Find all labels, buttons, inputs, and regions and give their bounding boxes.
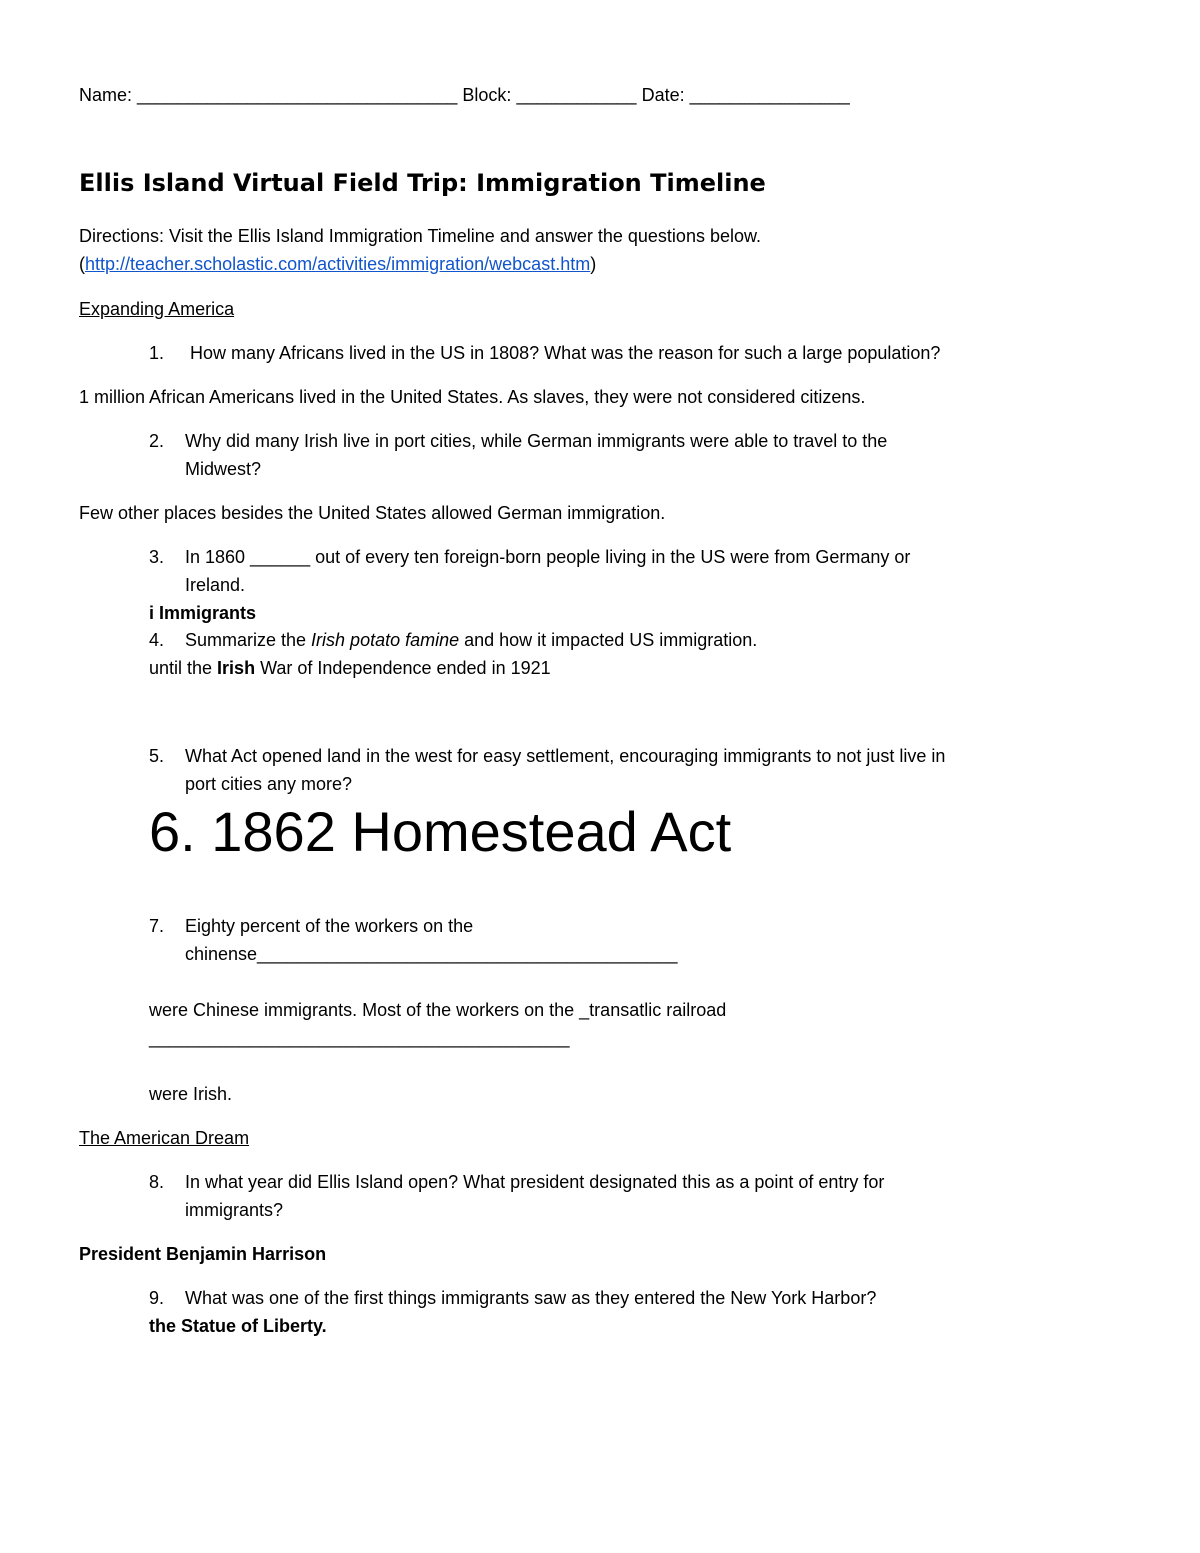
question-2 [149, 430, 887, 452]
question-text: Eighty percent of the workers on the [185, 916, 474, 936]
question-7-line3: were Chinese immigrants. Most of the workers on the _transatlic railroad [149, 1000, 727, 1020]
question-8 [149, 1171, 884, 1193]
question-4 [149, 629, 757, 651]
question-text: What Act opened land in the west for easy settlement, encouraging immigrants to not just live in [185, 746, 946, 766]
date-label: Date: [641, 85, 685, 105]
question-text: Why did many Irish live in port cities, while German immigrants were able to travel to the [185, 431, 888, 451]
answer-2: Few other places besides the United States allowed German immigration. [79, 503, 666, 523]
name-blank: ________________________________ [137, 85, 458, 105]
question-number: 7. [149, 916, 165, 936]
question-text: In 1860 ______ out of every ten foreign-born people living in the US were from Germany or [185, 547, 911, 567]
question-number: 4. [149, 630, 165, 650]
question-number: 3. [149, 547, 165, 567]
answer-1: 1 million African Americans lived in the United States. As slaves, they were not considered citizens. [79, 387, 866, 407]
header-line [79, 84, 850, 106]
question-number: 9. [149, 1288, 165, 1308]
answer-3: i Immigrants [149, 603, 257, 623]
block-label: Block: [462, 85, 512, 105]
name-label: Name: [79, 85, 133, 105]
question-2-cont: Midwest? [185, 459, 262, 479]
question-number: 1. [149, 343, 165, 363]
question-text: In what year did Ellis Island open? What president designated this as a point of entry for [185, 1172, 885, 1192]
question-text-pre: Summarize the [185, 630, 312, 650]
question-text-post: and how it impacted US immigration. [459, 630, 758, 650]
answer-4-post: War of Independence ended in 1921 [255, 658, 551, 678]
question-7-line2: chinense__________________________________________ [185, 944, 678, 964]
question-5-cont: port cities any more? [185, 774, 353, 794]
date-blank: ________________ [689, 85, 850, 105]
directions-link-line [79, 253, 596, 275]
section-american-dream: The American Dream [79, 1128, 250, 1148]
answer-4-pre: until the [149, 658, 218, 678]
question-7-line4: __________________________________________ [149, 1028, 570, 1048]
answer-5-large: 6. 1862 Homestead Act [149, 800, 732, 863]
webcast-link[interactable]: http://teacher.scholastic.com/activities/immigration/webcast.htm [85, 254, 591, 274]
close-paren: ) [590, 254, 597, 274]
question-text: What was one of the first things immigrants saw as they entered the New York Harbor? [185, 1288, 877, 1308]
question-7-line5: were Irish. [149, 1084, 233, 1104]
section-expanding-america: Expanding America [79, 299, 235, 319]
question-3-cont: Ireland. [185, 575, 246, 595]
page-title: Ellis Island Virtual Field Trip: Immigration Timeline [79, 169, 766, 197]
directions-text: Directions: Visit the Ellis Island Immigration Timeline and answer the questions below. [79, 226, 761, 246]
question-5 [149, 745, 945, 767]
block-blank: ____________ [516, 85, 637, 105]
question-text: How many Africans lived in the US in 1808? What was the reason for such a large population? [185, 343, 941, 363]
answer-4 [149, 657, 551, 679]
question-9 [149, 1287, 876, 1309]
question-8-cont: immigrants? [185, 1200, 284, 1220]
question-number: 2. [149, 431, 165, 451]
question-number: 8. [149, 1172, 165, 1192]
question-7 [149, 915, 473, 937]
question-3 [149, 546, 910, 568]
answer-4-bold: Irish [217, 658, 256, 678]
answer-8: President Benjamin Harrison [79, 1244, 327, 1264]
open-paren: ( [79, 254, 85, 274]
question-text-italic: Irish potato famine [311, 630, 460, 650]
question-1 [149, 342, 940, 364]
question-number: 5. [149, 746, 165, 766]
answer-9: the Statue of Liberty. [149, 1316, 327, 1336]
